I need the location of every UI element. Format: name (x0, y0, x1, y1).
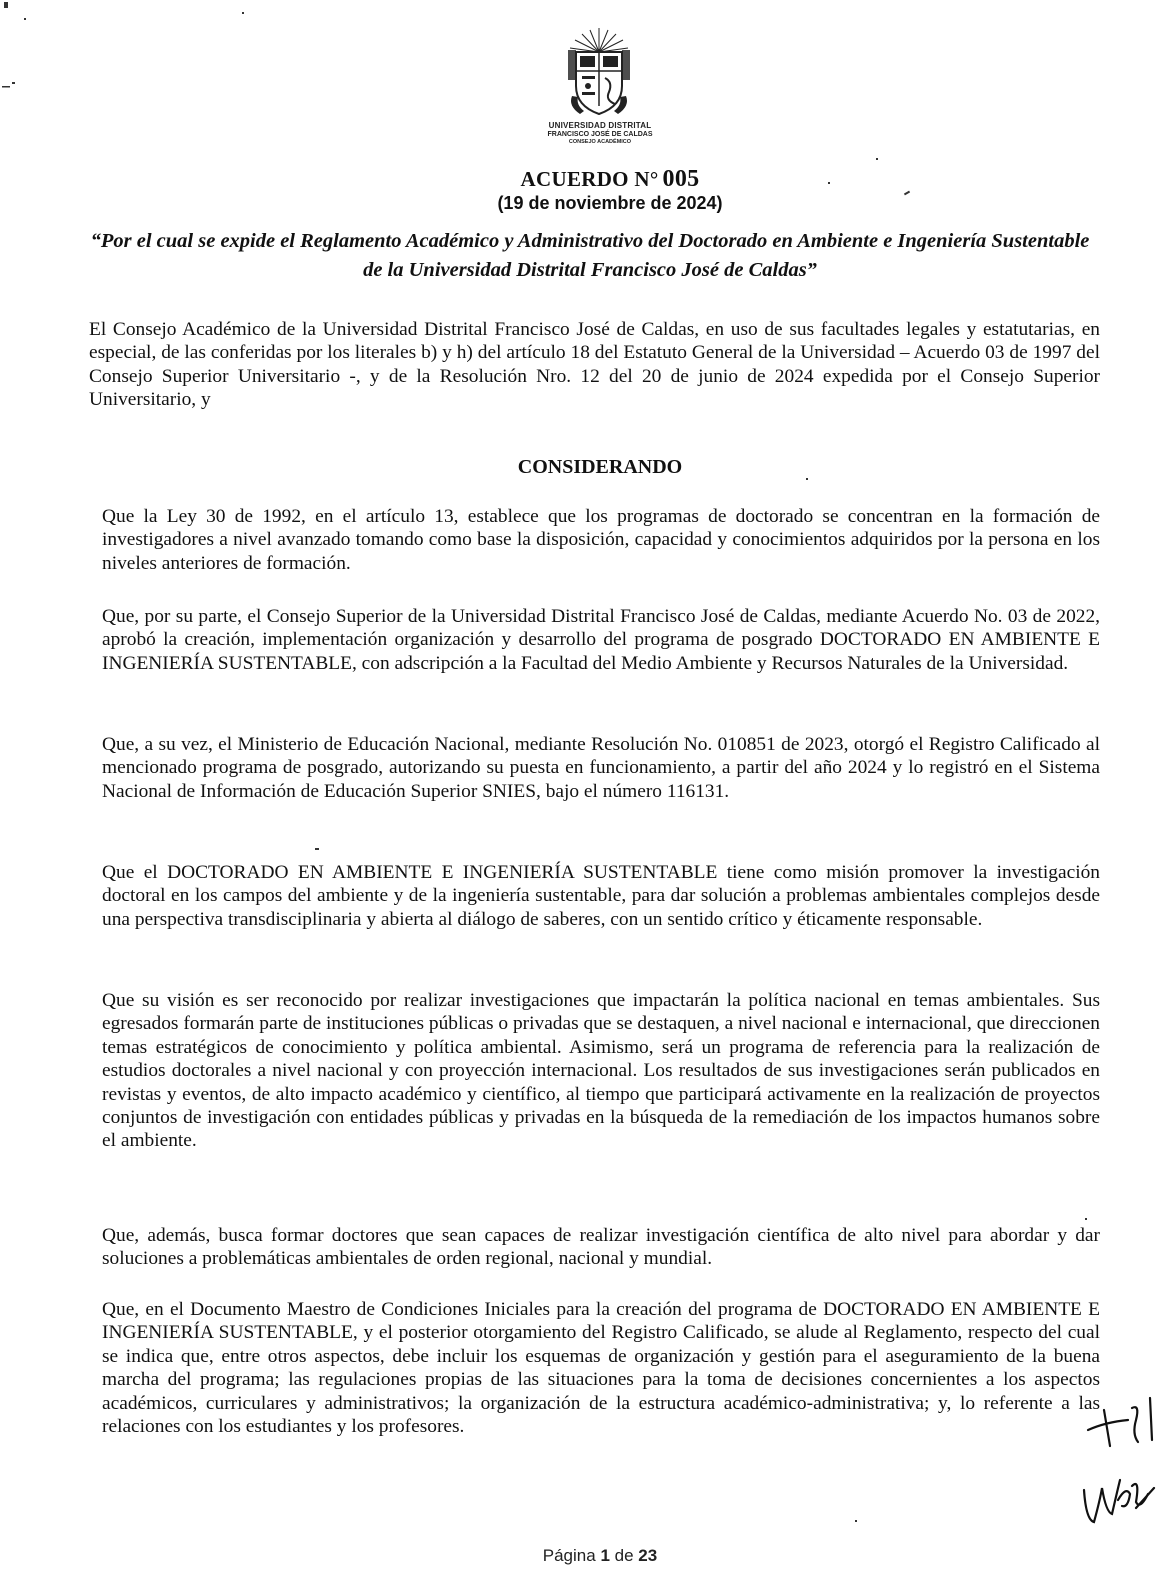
page-prefix: Página (542, 1546, 596, 1565)
university-name-line1: UNIVERSIDAD DISTRITAL (548, 121, 652, 130)
page-total: 23 (638, 1546, 658, 1565)
consideration-paragraph: Que, en el Documento Maestro de Condiciones Iniciales para la creación del programa de DOCTORADO EN AMBIENTE E INGENIERÍA SUSTENTABLE, y el posterior otorgamiento del Registro Calificado, se alude al Reglamento, respecto del cual se indica que, entre otros aspectos, debe incluir los esquemas de organización y gestión para el aseguramiento de la buena marcha del programa; las regulaciones propias de las situaciones para la toma de decisiones concernientes a los aspectos académicos, curriculares y administrativos; la organización de la estructura académico-administrativa; y, lo referente a las relaciones con los estudiantes y los profesores. (102, 1299, 1100, 1438)
consideration-paragraph: Que, además, busca formar doctores que sean capaces de realizar investigación científica de alto nivel para abordar y dar soluciones a problemáticas ambientales de orden regional, nacional y mundial. (102, 1225, 1100, 1270)
council-name: CONSEJO ACADÉMICO (568, 139, 632, 145)
acuerdo-date: (19 de noviembre de 2024) (497, 193, 723, 213)
consideration-paragraph: Que la Ley 30 de 1992, en el artículo 13, establece que los programas de doctorado se concentran en la formación de investigadores a nivel avanzado tomando como base la disposición, capacidad y conocimientos adquiridos por la persona en los niveles anteriores de formación. (102, 506, 1100, 574)
page-of: de (614, 1546, 634, 1565)
acuerdo-number: 005 (662, 166, 700, 192)
consideration-paragraph: Que el DOCTORADO EN AMBIENTE E INGENIERÍA SUSTENTABLE tiene como misión promover la investigación doctoral en los campos del ambiente y de la ingeniería sustentable, para dar solución a problemas ambientales complejos desde una perspectiva transdisciplinaria y abierta al diálogo de saberes, con un sentido crítico y éticamente responsable. (102, 862, 1100, 930)
handwritten-signature-icon (1066, 1390, 1166, 1540)
page-current: 1 (600, 1546, 610, 1565)
consideration-paragraph: Que, a su vez, el Ministerio de Educación Nacional, mediante Resolución No. 010851 de 2023, otorgó el Registro Calificado al mencionado programa de posgrado, autorizando su puesta en funcionamiento, a partir del año 2024 y lo registró en el Sistema Nacional de Información de Educación Superior SNIES, bajo el número 116131. (102, 734, 1100, 802)
intro-paragraph: El Consejo Académico de la Universidad Distrital Francisco José de Caldas, en uso de sus facultades legales y estatutarias, en especial, de las conferidas por los literales b) y h) del artículo 18 del Estatuto General de la Universidad – Acuerdo 03 de 1997 del Consejo Superior Universitario -, y de la Resolución Nro. 12 del 20 de junio de 2024 expedida por el Consejo Superior Universitario, y (89, 319, 1100, 411)
consideration-paragraph: Que su visión es ser reconocido por realizar investigaciones que impactarán la política nacional en temas ambientales. Sus egresados formarán parte de instituciones públicas o privadas que se destaquen, a nivel nacional e internacional, que direccionen temas estratégicos de conocimiento y política ambiental. Asimismo, será un programa de referencia para la realización de estudios doctorales a nivel nacional y con proyección internacional. Los resultados de sus investigaciones serán publicados en revistas y eventos, de alto impacto académico y científico, al tiempo que participará activamente en la realización de proyectos conjuntos de investigación con entidades públicas y privadas en la búsqueda de la remediación de los impactos humanos sobre el ambiente. (102, 990, 1100, 1152)
considerando-heading: CONSIDERANDO (517, 456, 683, 478)
acuerdo-subject: “Por el cual se expide el Reglamento Académico y Administrativo del Doctorado en Ambiente e Ingeniería Sustentable de la Universidad Distrital Francisco José de Caldas” (90, 230, 1090, 281)
page-number (480, 1546, 720, 1566)
consideration-paragraph: Que, por su parte, el Consejo Superior de la Universidad Distrital Francisco José de Caldas, mediante Acuerdo No. 03 de 2022, aprobó la creación, implementación organización y desarrollo del programa de posgrado DOCTORADO EN AMBIENTE E INGENIERÍA SUSTENTABLE, con adscripción a la Facultad del Medio Ambiente y Recursos Naturales de la Universidad. (102, 606, 1100, 674)
university-seal-icon (560, 26, 638, 122)
acuerdo-label: ACUERDO N° (520, 167, 659, 191)
acuerdo-title (400, 166, 820, 193)
university-name-line2: FRANCISCO JOSÉ DE CALDAS (547, 131, 653, 138)
